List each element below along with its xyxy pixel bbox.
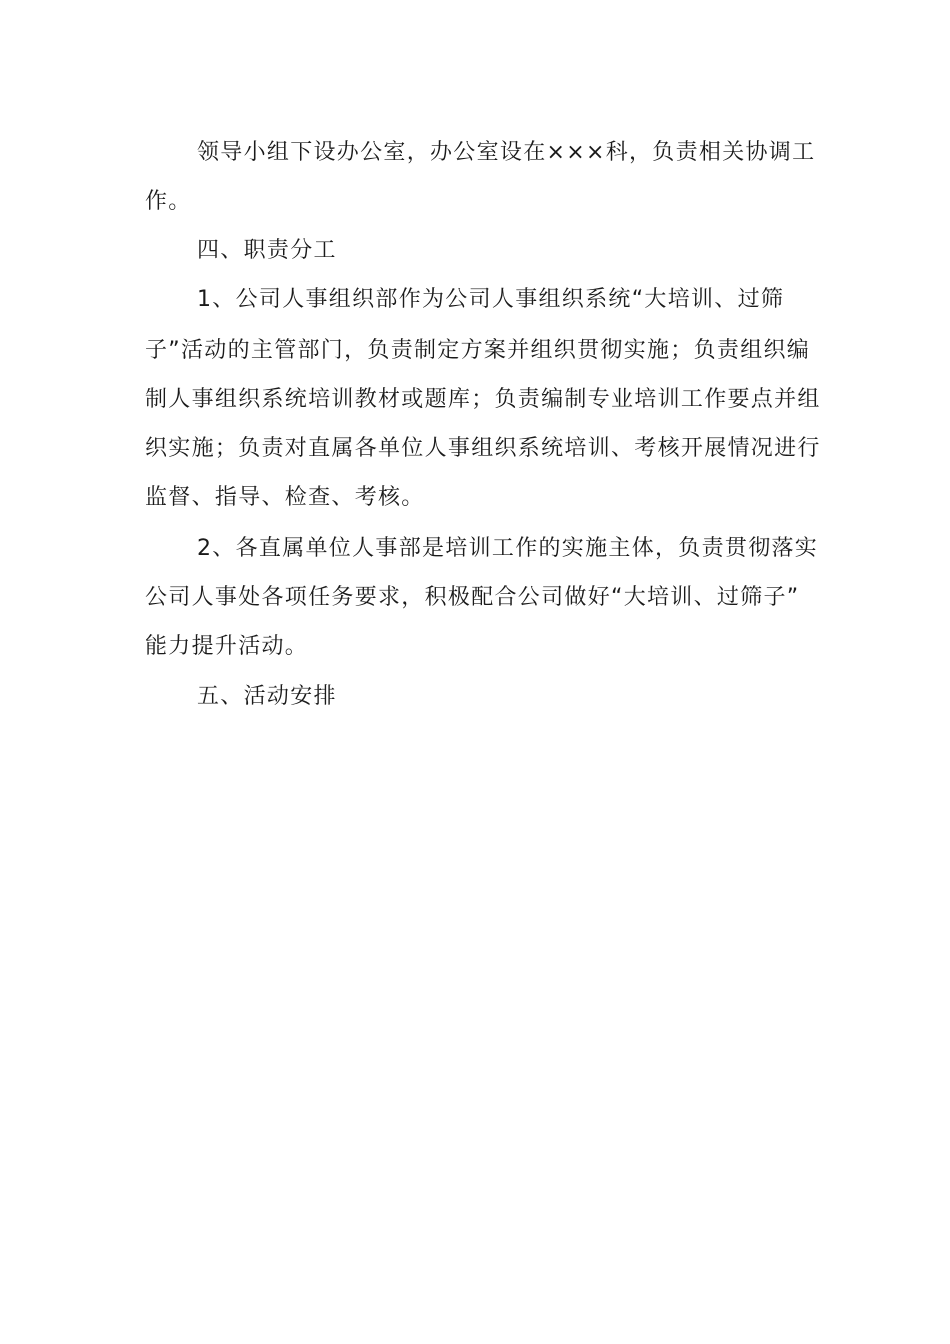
paragraph-duty-2-line-1: 2、各直属单位人事部是培训工作的实施主体，负责贯彻落实 [197, 536, 819, 561]
paragraph-duty-1-line-4: 织实施；负责对直属各单位人事组织系统培训、考核开展情况进行 [145, 436, 821, 461]
paragraph-duty-1-line-1: 1、公司人事组织部作为公司人事组织系统“大培训、过筛 [197, 287, 785, 312]
section-heading-duties: 四、职责分工 [197, 238, 337, 263]
paragraph-duty-1-line-3: 制人事组织系统培训教材或题库；负责编制专业培训工作要点并组 [145, 387, 821, 412]
paragraph-office-line-2: 作。 [145, 189, 192, 214]
paragraph-duty-2-line-2: 公司人事处各项任务要求，积极配合公司做好“大培训、过筛子” [145, 585, 800, 610]
paragraph-duty-1-line-5: 监督、指导、检查、考核。 [145, 485, 425, 510]
paragraph-duty-2-line-3: 能力提升活动。 [145, 634, 309, 659]
paragraph-office-line-1: 领导小组下设办公室，办公室设在×××科，负责相关协调工 [197, 140, 816, 165]
section-heading-activities: 五、活动安排 [197, 684, 337, 709]
paragraph-duty-1-line-2: 子”活动的主管部门，负责制定方案并组织贯彻实施；负责组织编 [145, 338, 811, 363]
